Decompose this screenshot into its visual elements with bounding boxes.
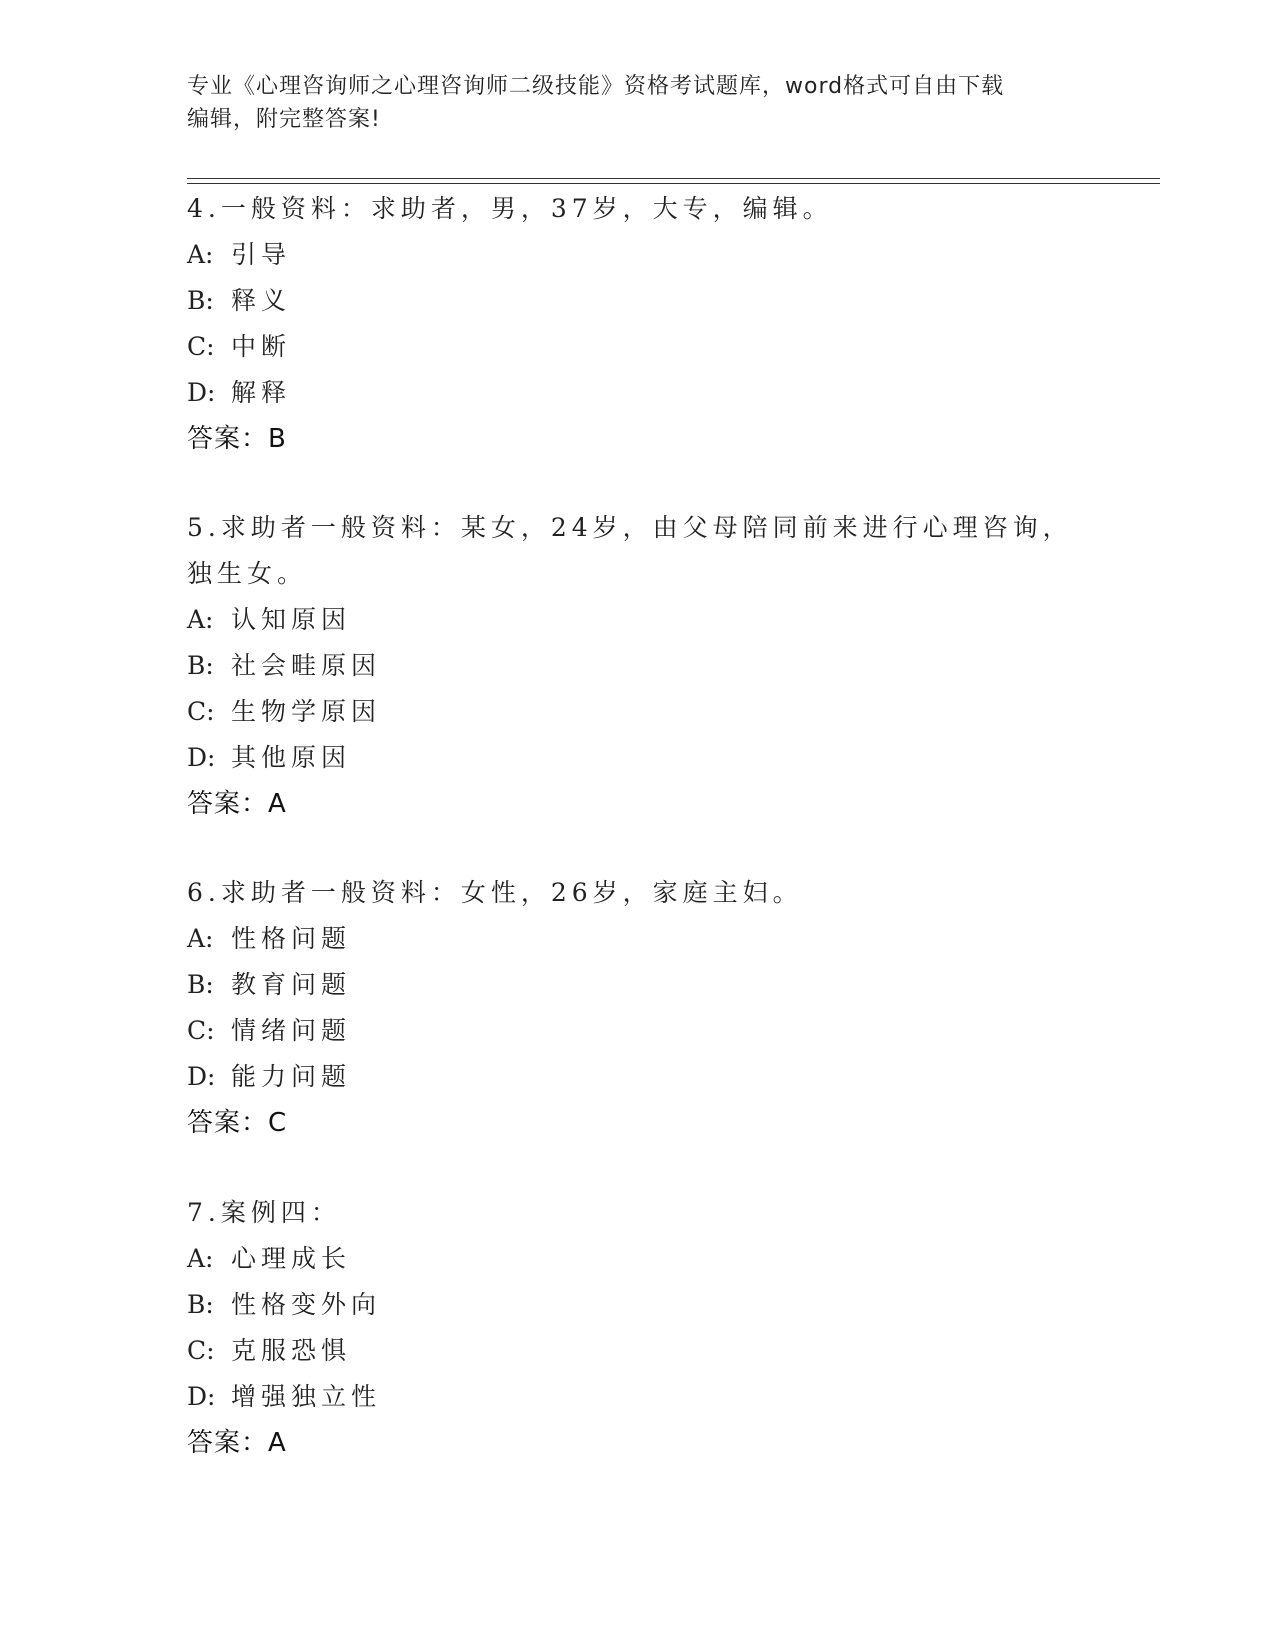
header-divider-top bbox=[187, 178, 1160, 179]
question-stem: 6.求助者一般资料：女性，26岁，家庭主妇。 bbox=[187, 878, 803, 907]
option-b: B: 释义 bbox=[187, 286, 292, 315]
option-d: D: 增强独立性 bbox=[187, 1382, 382, 1411]
option-a: A: 认知原因 bbox=[187, 605, 352, 634]
option-b: B: 社会畦原因 bbox=[187, 651, 382, 680]
question-stem: 5.求助者一般资料：某女，24岁，由父母陪同前来进行心理咨询，独生女。 bbox=[187, 513, 1073, 588]
header-divider-bottom bbox=[187, 183, 1160, 184]
option-d: D: 其他原因 bbox=[187, 743, 352, 772]
option-a: A: 引导 bbox=[187, 240, 292, 269]
question-stem: 7.案例四： bbox=[187, 1198, 341, 1227]
option-b: B: 教育问题 bbox=[187, 970, 352, 999]
question-4 bbox=[187, 186, 1087, 462]
option-c: C: 生物学原因 bbox=[187, 697, 382, 726]
option-c: C: 情绪问题 bbox=[187, 1016, 352, 1045]
option-d: D: 解释 bbox=[187, 378, 292, 407]
option-a: A: 性格问题 bbox=[187, 924, 352, 953]
option-b: B: 性格变外向 bbox=[187, 1290, 382, 1319]
answer-line: 答案：C bbox=[187, 1108, 288, 1138]
question-5 bbox=[187, 505, 1087, 827]
option-c: C: 克服恐惧 bbox=[187, 1336, 352, 1365]
answer-line: 答案：B bbox=[187, 424, 287, 454]
question-7 bbox=[187, 1190, 1087, 1466]
question-6 bbox=[187, 870, 1087, 1146]
answer-line: 答案：A bbox=[187, 1428, 287, 1458]
document-header bbox=[187, 70, 1087, 136]
question-stem: 4.一般资料：求助者，男，37岁，大专，编辑。 bbox=[187, 194, 833, 223]
header-line-2: 编辑，附完整答案! bbox=[187, 107, 381, 132]
header-line-1: 专业《心理咨询师之心理咨询师二级技能》资格考试题库，word格式可自由下载 bbox=[187, 74, 1005, 99]
answer-line: 答案：A bbox=[187, 789, 287, 819]
option-a: A: 心理成长 bbox=[187, 1244, 352, 1273]
option-c: C: 中断 bbox=[187, 332, 292, 361]
option-d: D: 能力问题 bbox=[187, 1062, 352, 1091]
